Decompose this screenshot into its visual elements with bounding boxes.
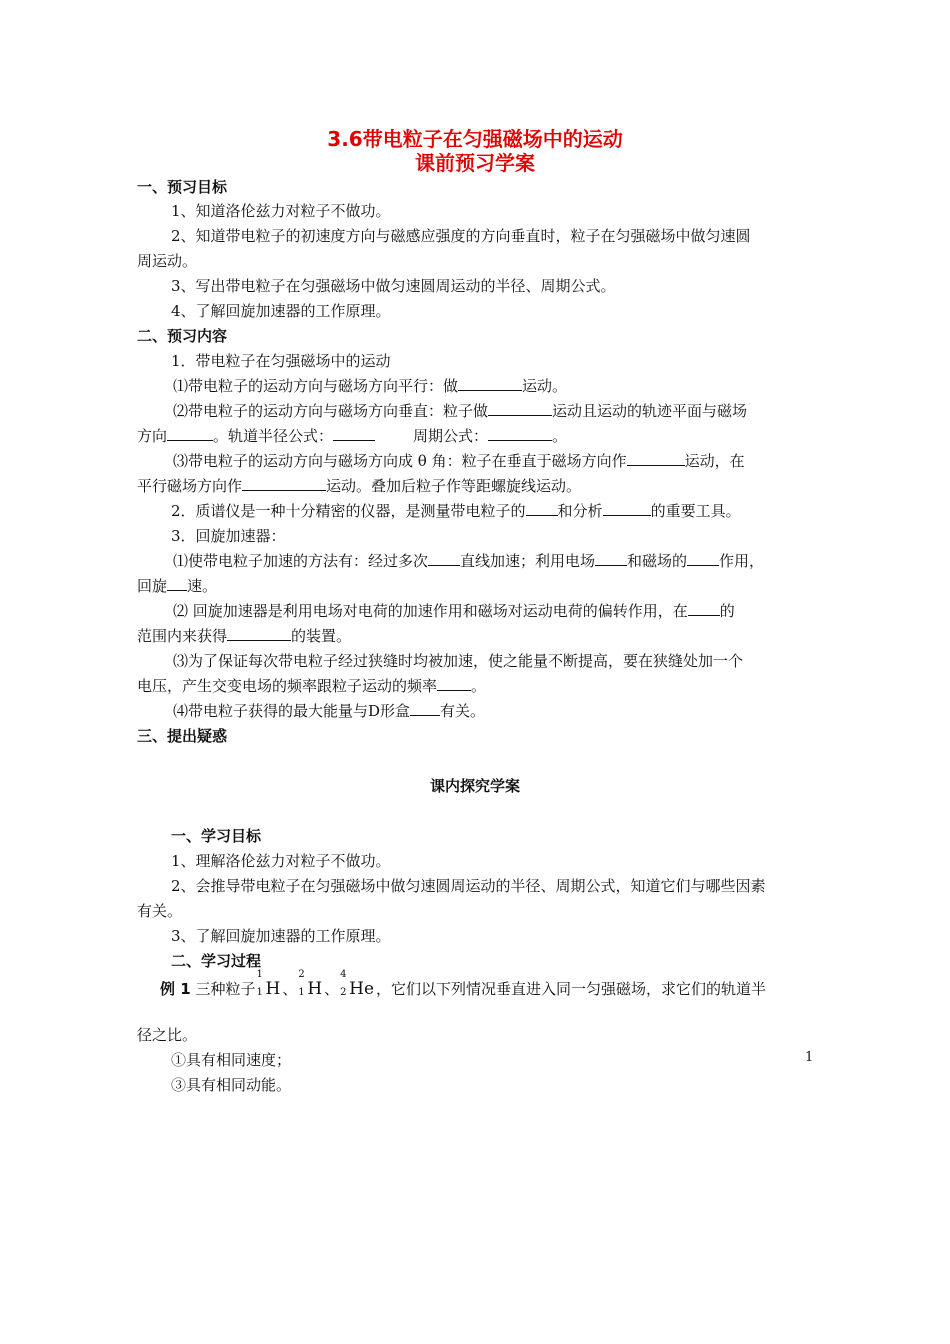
topic-line: 3．回旋加速器： xyxy=(171,527,286,545)
answer-blank[interactable] xyxy=(167,574,187,591)
example-case: ③具有相同动能。 xyxy=(171,1076,292,1094)
section-heading-learning-process: 二、学习过程 xyxy=(171,952,262,970)
answer-blank[interactable] xyxy=(428,549,460,566)
answer-blank[interactable] xyxy=(627,449,685,466)
question-line: 方向 。轨道半径公式： 周期公式： 。 xyxy=(137,424,817,448)
doc-title: 3.6带电粒子在匀强磁场中的运动 xyxy=(327,127,623,151)
goal-item: 周运动。 xyxy=(137,252,198,270)
example-line: 例 1 三种粒子 1 1 H 、 2 1 H 、 4 2 He ，它们以下列情况垂直进入同一匀强磁场，求它们的轨道半 xyxy=(160,976,817,1002)
goal-item: 有关。 xyxy=(137,902,183,920)
goal-item: 2、知道带电粒子的初速度方向与磁感应强度的方向垂直时，粒子在匀强磁场中做匀速圆 xyxy=(171,227,751,245)
answer-blank[interactable] xyxy=(410,699,440,716)
question-line: 范围内来获得 的装置。 xyxy=(137,624,817,648)
answer-blank[interactable] xyxy=(242,474,326,491)
answer-blank[interactable] xyxy=(488,424,552,441)
goal-item: 1、知道洛伦兹力对粒子不做功。 xyxy=(171,202,391,220)
section-heading-learning-goals: 一、学习目标 xyxy=(171,827,262,845)
goal-item: 2、会推导带电粒子在匀强磁场中做匀速圆周运动的半径、周期公式，知道它们与哪些因素 xyxy=(171,877,766,895)
question-line: ⑴带电粒子的运动方向与磁场方向平行：做 运动。 xyxy=(173,374,817,398)
answer-blank[interactable] xyxy=(688,599,720,616)
answer-blank[interactable] xyxy=(603,499,651,516)
answer-blank[interactable] xyxy=(333,424,375,441)
goal-item: 3、写出带电粒子在匀强磁场中做匀速圆周运动的半径、周期公式。 xyxy=(171,277,616,295)
answer-blank[interactable] xyxy=(595,549,627,566)
answer-blank[interactable] xyxy=(167,424,213,441)
answer-blank[interactable] xyxy=(687,549,719,566)
inclass-title: 课内探究学案 xyxy=(429,777,520,795)
question-line: ⑵带电粒子的运动方向与磁场方向垂直：粒子做 运动且运动的轨迹平面与磁场 xyxy=(173,399,817,423)
question-line: ⑶带电粒子的运动方向与磁场方向成 θ 角：粒子在垂直于磁场方向作 运动，在 xyxy=(173,449,817,473)
isotope-h2: 2 1 H xyxy=(298,969,323,999)
question-line: ⑵ 回旋加速器是利用电场对电荷的加速作用和磁场对运动电荷的偏转作用，在 的 xyxy=(173,599,817,623)
question-line: ⑶为了保证每次带电粒子经过狭缝时均被加速，使之能量不断提高，要在狭缝处加一个 xyxy=(173,652,744,670)
goal-item: 1、理解洛伦兹力对粒子不做功。 xyxy=(171,852,391,870)
answer-blank[interactable] xyxy=(437,674,471,691)
question-line: 电压，产生交变电场的频率跟粒子运动的频率 。 xyxy=(137,674,817,698)
question-line: ⑴使带电粒子加速的方法有：经过多次 直线加速；利用电场 和磁场的 作用， xyxy=(173,549,817,573)
answer-blank[interactable] xyxy=(526,499,558,516)
goal-item: 4、了解回旋加速器的工作原理。 xyxy=(171,302,391,320)
doc-subtitle: 课前预习学案 xyxy=(415,151,535,175)
question-line: ⑷带电粒子获得的最大能量与D形盒 有关。 xyxy=(173,699,817,723)
question-line: 平行磁场方向作 运动。叠加后粒子作等距螺旋线运动。 xyxy=(137,474,817,498)
question-line: 回旋 速。 xyxy=(137,574,817,598)
example-case: ①具有相同速度； xyxy=(171,1051,292,1069)
topic-line: 2．质谱仪是一种十分精密的仪器，是测量带电粒子的 和分析 的重要工具。 xyxy=(171,499,817,523)
example-label: 例 1 xyxy=(160,980,191,998)
section-heading-preview-content: 二、预习内容 xyxy=(137,327,228,345)
answer-blank[interactable] xyxy=(488,399,552,416)
page-number: 1 xyxy=(805,1050,814,1065)
section-heading-preview-goals: 一、预习目标 xyxy=(137,178,228,196)
isotope-he4: 4 2 He xyxy=(340,969,375,999)
goal-item: 3、了解回旋加速器的工作原理。 xyxy=(171,927,391,945)
example-line: 径之比。 xyxy=(137,1026,198,1044)
answer-blank[interactable] xyxy=(458,374,522,391)
answer-blank[interactable] xyxy=(227,624,291,641)
section-heading-questions: 三、提出疑惑 xyxy=(137,727,228,745)
topic-line: 1．带电粒子在匀强磁场中的运动 xyxy=(171,352,391,370)
isotope-h1: 1 1 H xyxy=(256,969,281,999)
